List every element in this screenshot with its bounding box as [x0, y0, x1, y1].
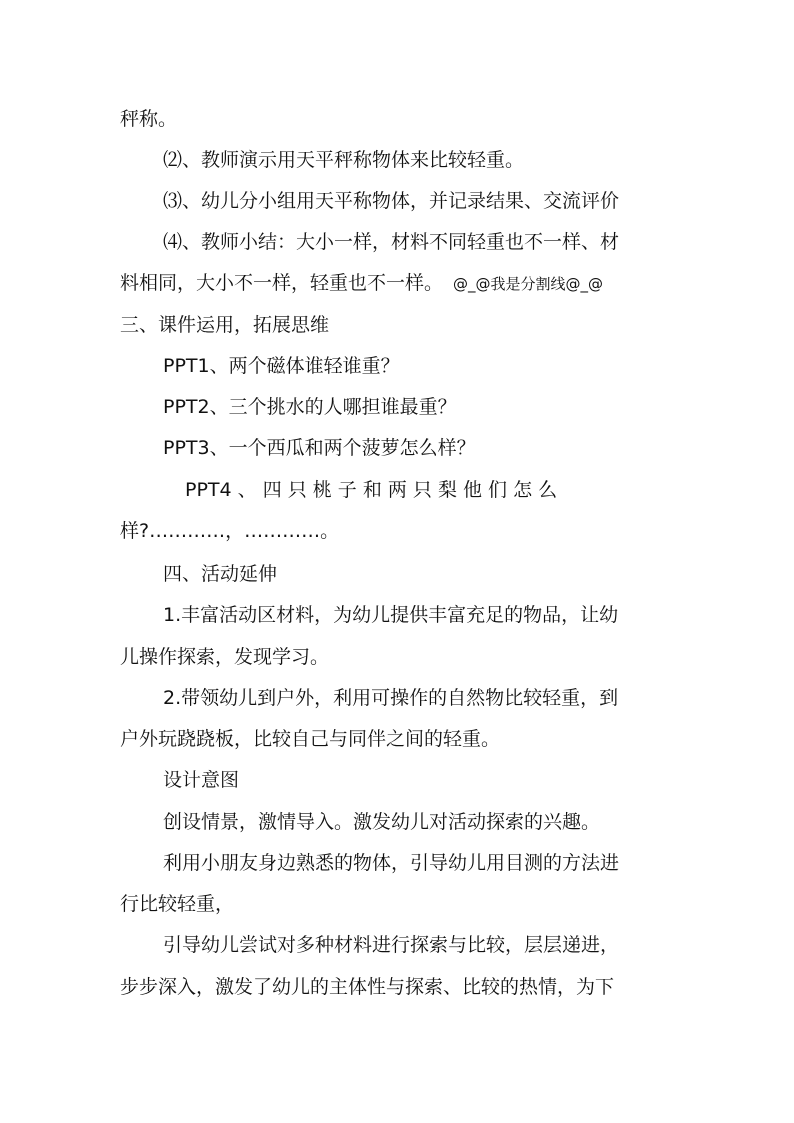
text-line-8: PPT2、三个挑水的人哪担谁最重？	[163, 396, 457, 418]
text-line-16: 户外玩跷跷板，比较自己与同伴之间的轻重。	[120, 728, 501, 750]
text-line-3: ⑶、幼儿分小组用天平称物体，并记录结果、交流评价	[163, 190, 620, 212]
text-line-5	[120, 271, 603, 296]
text-line-20: 行比较轻重，	[120, 893, 235, 915]
text-line-5-content: 料相同，大小不一样，轻重也不一样。	[120, 272, 444, 294]
text-line-19: 利用小朋友身边熟悉的物体，引导幼儿用目测的方法进	[163, 852, 620, 874]
separator-text: @_@我是分割线@_@	[453, 275, 604, 293]
text-line-4: ⑷、教师小结：大小一样，材料不同轻重也不一样、材	[163, 231, 620, 253]
section-heading-4: 四、活动延伸	[163, 563, 278, 585]
text-line-10: PPT4 、 四 只 桃 子 和 两 只 梨 他 们 怎 么	[185, 479, 558, 501]
text-line-2: ⑵、教师演示用天平秤称物体来比较轻重。	[163, 149, 525, 171]
text-line-11: 样?…………，…………。	[120, 520, 340, 542]
text-line-9: PPT3、一个西瓜和两个菠萝怎么样？	[163, 437, 476, 459]
heading-design-intent: 设计意图	[163, 769, 240, 791]
section-heading-3: 三、课件运用，拓展思维	[120, 314, 330, 336]
text-line-7: PPT1、两个磁体谁轻谁重？	[163, 355, 400, 377]
text-line-21: 引导幼儿尝试对多种材料进行探索与比较，层层递进，	[163, 934, 620, 956]
text-line-18: 创设情景，激情导入。激发幼儿对活动探索的兴趣。	[163, 811, 601, 833]
text-line-15: 2.带领幼儿到户外，利用可操作的自然物比较轻重，到	[163, 687, 619, 709]
text-line-14: 儿操作探索，发现学习。	[120, 646, 330, 668]
text-line-1: 秤称。	[120, 108, 178, 130]
text-line-22: 步步深入，激发了幼儿的主体性与探索、比较的热情，为下	[120, 976, 615, 998]
text-line-13: 1.丰富活动区材料，为幼儿提供丰富充足的物品，让幼	[163, 604, 619, 626]
